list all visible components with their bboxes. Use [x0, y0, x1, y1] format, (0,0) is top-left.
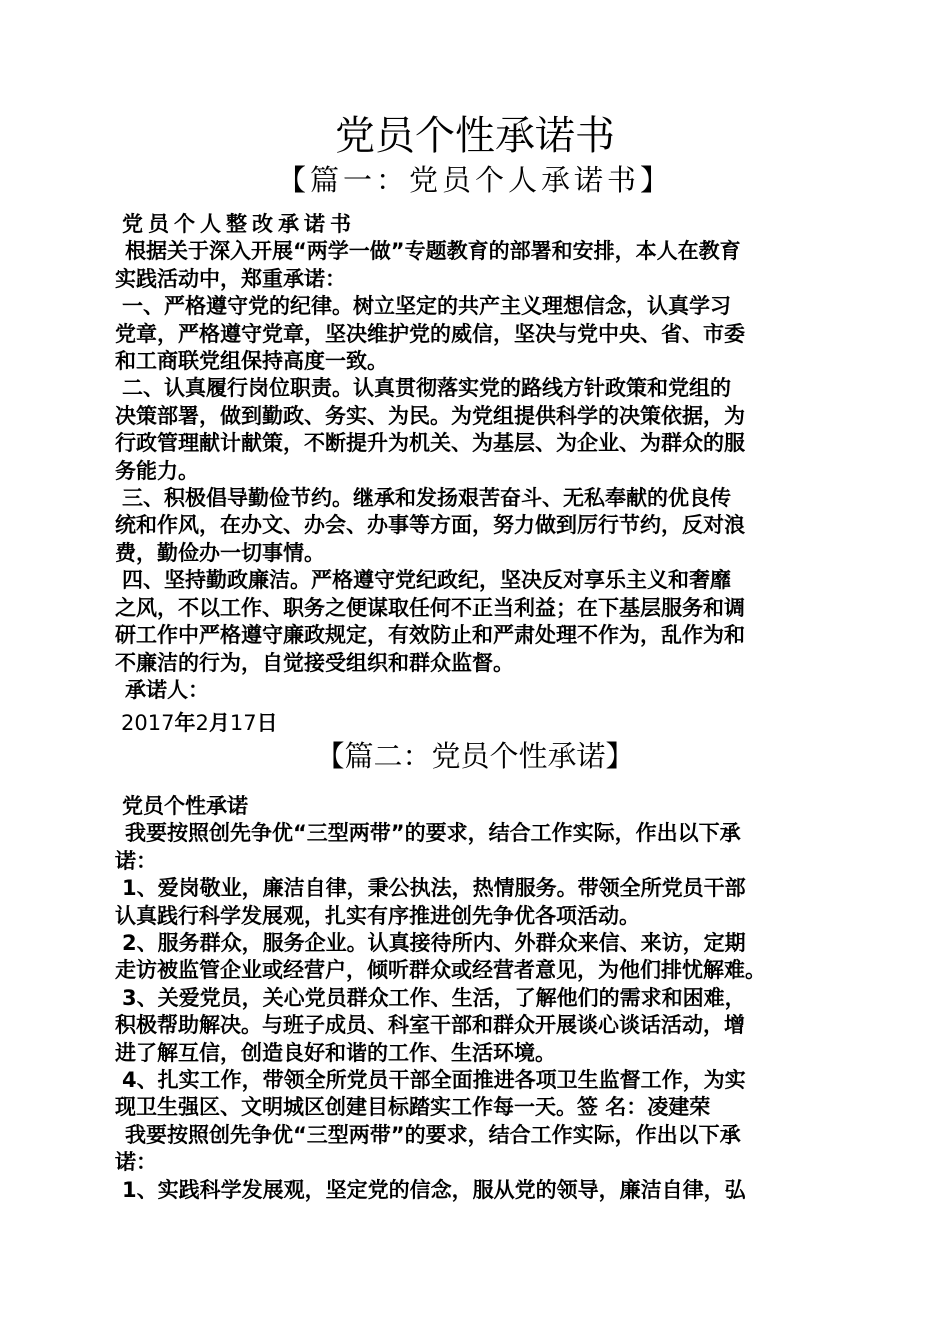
- section2-item3-line1: 3、关爱党员，关心党员群众工作、生活，了解他们的需求和困难，: [122, 985, 746, 1010]
- section2-intro-line2: 诺：: [115, 848, 157, 873]
- section1-item1-line2: 党章，严格遵守党章，坚决维护党的威信，坚决与党中央、省、市委: [115, 321, 745, 346]
- section1-item3-line3: 费，勤俭办一切事情。: [115, 540, 325, 565]
- section2-item1-line2: 认真践行科学发展观，扎实有序推进创先争优各项活动。: [115, 903, 640, 928]
- section1-heading: 【篇一：党员个人承诺书】: [276, 163, 673, 197]
- section2-item2-line1: 2、服务群众，服务企业。认真接待所内、外群众来信、来访，定期: [122, 931, 746, 956]
- section1-item4-line1: 四、坚持勤政廉洁。严格遵守党纪政纪，坚决反对享乐主义和奢靡: [122, 568, 731, 593]
- section2-item3-line3: 进了解互信，创造良好和谐的工作、生活环境。: [115, 1040, 556, 1065]
- section1-item1-line1: 一、严格遵守党的纪律。树立坚定的共产主义理想信念，认真学习: [122, 294, 731, 319]
- date-year-unit: 年: [174, 711, 196, 735]
- section2-intro-repeat-line1: 我要按照创先争优“三型两带”的要求，结合工作实际，作出以下承: [125, 1122, 741, 1147]
- date-year: 2017: [121, 711, 175, 735]
- section2-item1-repeat-line1: 1、实践科学发展观，坚定党的信念，服从党的领导，廉洁自律，弘: [122, 1177, 746, 1202]
- section1-item4-line4: 不廉洁的行为，自觉接受组织和群众监督。: [115, 650, 514, 675]
- signer-label: 承诺人：: [125, 677, 209, 702]
- date-day: 17: [229, 711, 257, 735]
- date-day-unit: 日: [256, 711, 278, 735]
- date-month-unit: 月: [208, 711, 230, 735]
- section1-item2-line4: 务能力。: [115, 458, 199, 483]
- section2-heading: 【篇二：党员个性承诺】: [315, 739, 635, 773]
- document-title: 党员个性承诺书: [335, 113, 615, 159]
- section1-subheading: 党员个人整改承诺书: [122, 212, 356, 236]
- section1-body: [115, 211, 845, 704]
- signature-date: [121, 710, 278, 737]
- section2-subheading: 党员个性承诺: [122, 794, 248, 818]
- section1-item3-line2: 统和作风，在办文、办会、办事等方面，努力做到厉行节约，反对浪: [115, 513, 745, 538]
- section2-intro-line1: 我要按照创先争优“三型两带”的要求，结合工作实际，作出以下承: [125, 821, 741, 846]
- section2-item2-line2: 走访被监管企业或经营户，倾听群众或经营者意见，为他们排忧解难。: [115, 958, 766, 983]
- section1-item2-line2: 决策部署，做到勤政、务实、为民。为党组提供科学的决策依据，为: [115, 403, 745, 428]
- section1-item4-line2: 之风，不以工作、职务之便谋取任何不正当利益；在下基层服务和调: [115, 595, 745, 620]
- section2-body: [115, 793, 845, 1204]
- section2-item3-line2: 积极帮助解决。与班子成员、科室干部和群众开展谈心谈话活动，增: [115, 1013, 745, 1038]
- section2-item1-line1: 1、爱岗敬业，廉洁自律，秉公执法，热情服务。带领全所党员干部: [122, 876, 746, 901]
- date-month: 2: [195, 711, 209, 735]
- section1-item1-line3: 和工商联党组保持高度一致。: [115, 349, 388, 374]
- section1-item2-line1: 二、认真履行岗位职责。认真贯彻落实党的路线方针政策和党组的: [122, 376, 731, 401]
- section2-item4-line2: 现卫生强区、文明城区创建目标踏实工作每一天。签 名：凌建荣: [115, 1095, 711, 1120]
- section1-item4-line3: 研工作中严格遵守廉政规定，有效防止和严肃处理不作为，乱作为和: [115, 623, 745, 648]
- section2-item4-line1: 4、扎实工作，带领全所党员干部全面推进各项卫生监督工作，为实: [122, 1068, 746, 1093]
- section1-intro-line1: 根据关于深入开展“两学一做”专题教育的部署和安排，本人在教育: [125, 239, 741, 264]
- section1-item2-line3: 行政管理献计献策，不断提升为机关、为基层、为企业、为群众的服: [115, 431, 745, 456]
- section1-intro-line2: 实践活动中，郑重承诺：: [115, 266, 346, 291]
- section2-intro-repeat-line2: 诺：: [115, 1150, 157, 1175]
- section1-item3-line1: 三、积极倡导勤俭节约。继承和发扬艰苦奋斗、无私奉献的优良传: [122, 486, 731, 511]
